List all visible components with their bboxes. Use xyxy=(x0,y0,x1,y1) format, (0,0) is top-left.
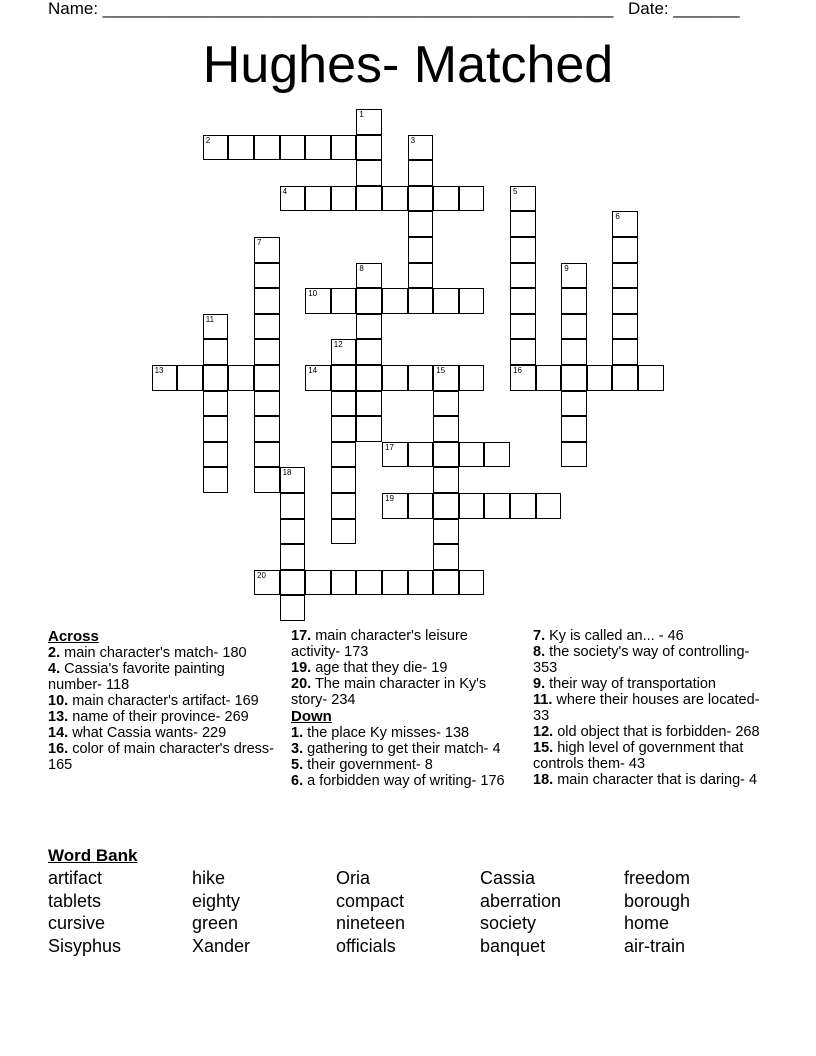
clue-down-9: 9. their way of transportation xyxy=(533,676,716,692)
clue-number: 4 xyxy=(282,186,288,196)
clue-number: 13 xyxy=(154,366,164,375)
grid-cell[interactable] xyxy=(587,365,613,391)
grid-cell[interactable] xyxy=(305,135,331,161)
grid-cell[interactable] xyxy=(612,263,638,289)
word-bank-item: green xyxy=(192,913,239,934)
grid-cell[interactable] xyxy=(254,365,280,391)
grid-cell[interactable] xyxy=(280,467,306,493)
grid-cell[interactable] xyxy=(356,365,382,391)
clue-number: 16 xyxy=(513,366,522,375)
clue-down-6: 6. a forbidden way of writing- 176 xyxy=(291,773,505,789)
grid-cell[interactable] xyxy=(203,365,229,391)
grid-cell[interactable] xyxy=(484,493,510,519)
grid-cell[interactable] xyxy=(331,186,357,212)
grid-cell[interactable] xyxy=(254,314,280,340)
grid-cell[interactable] xyxy=(356,416,382,442)
grid-cell[interactable] xyxy=(382,365,408,391)
grid-cell[interactable] xyxy=(254,135,280,161)
grid-cell[interactable] xyxy=(254,391,280,417)
grid-cell[interactable] xyxy=(408,442,434,468)
grid-cell[interactable] xyxy=(280,570,306,596)
grid-cell[interactable] xyxy=(561,314,587,340)
grid-cell[interactable] xyxy=(203,391,229,417)
grid-cell[interactable] xyxy=(356,391,382,417)
grid-cell[interactable] xyxy=(382,570,408,596)
word-bank-item: aberration xyxy=(480,890,562,911)
grid-cell[interactable] xyxy=(254,288,280,314)
grid-cell[interactable] xyxy=(280,595,306,621)
grid-cell[interactable] xyxy=(356,314,382,340)
clue-number: 15 xyxy=(436,366,446,375)
clue-number: 7 xyxy=(257,238,262,247)
clue-across-14: 14. what Cassia wants- 229 xyxy=(48,725,227,741)
clue-number: 14 xyxy=(308,366,318,375)
grid-cell[interactable] xyxy=(254,442,280,468)
word-bank-item: freedom xyxy=(624,868,691,888)
word-bank-item: banquet xyxy=(480,935,546,956)
grid-cell[interactable] xyxy=(228,135,254,161)
word-bank-item: hike xyxy=(192,868,226,888)
grid-cell[interactable] xyxy=(561,416,587,442)
grid-cell[interactable] xyxy=(331,416,357,442)
grid-cell[interactable] xyxy=(638,365,664,391)
grid-cell[interactable] xyxy=(254,339,280,365)
clue-across-10: 10. main character's artifact- 169 xyxy=(48,693,259,709)
page-title: Hughes- Matched xyxy=(202,36,614,94)
grid-cell[interactable] xyxy=(356,570,382,596)
grid-cell[interactable] xyxy=(459,186,485,212)
grid-cell[interactable] xyxy=(305,186,331,212)
clue-column-2 xyxy=(291,628,519,789)
grid-cell[interactable] xyxy=(203,416,229,442)
word-bank-item: cursive xyxy=(48,913,106,934)
grid-cell[interactable] xyxy=(356,109,382,135)
grid-cell[interactable] xyxy=(331,339,357,365)
clue-column-1 xyxy=(48,628,274,773)
clue-down-11: 11. where their houses are located- 33 xyxy=(533,692,760,724)
grid-cell[interactable] xyxy=(612,211,638,237)
grid-cell[interactable] xyxy=(561,288,587,314)
clue-number: 2 xyxy=(205,135,211,145)
word-bank-item: Sisyphus xyxy=(48,935,122,956)
grid-cell[interactable] xyxy=(408,237,434,263)
grid-cell[interactable] xyxy=(382,288,408,314)
grid-cell[interactable] xyxy=(305,365,331,391)
word-bank-item: society xyxy=(480,913,537,934)
grid-cell[interactable] xyxy=(484,442,510,468)
grid-cell[interactable] xyxy=(612,288,638,314)
clue-down-3: 3. gathering to get their match- 4 xyxy=(291,741,501,757)
clue-number: 1 xyxy=(359,110,364,119)
grid-cell[interactable] xyxy=(331,135,357,161)
grid-cell[interactable] xyxy=(510,263,536,289)
grid-cell[interactable] xyxy=(612,314,638,340)
grid-cell[interactable] xyxy=(561,365,587,391)
clue-number: 20 xyxy=(257,570,266,580)
clue-down-15: 15. high level of government that controls them- 43 xyxy=(533,740,744,772)
down-heading: Down xyxy=(291,708,332,725)
grid-cell[interactable] xyxy=(331,365,357,391)
clue-across-20: 20. The main character in Ky's story- 234 xyxy=(291,676,487,708)
clue-number: 10 xyxy=(308,289,318,299)
grid-cell[interactable] xyxy=(331,570,357,596)
clue-down-5: 5. their government- 8 xyxy=(291,757,433,773)
grid-cell[interactable] xyxy=(408,263,434,289)
clue-number: 17 xyxy=(385,442,394,452)
grid-cell[interactable] xyxy=(280,186,306,212)
grid-cell[interactable] xyxy=(433,519,459,545)
grid-cell[interactable] xyxy=(254,263,280,289)
clue-down-18: 18. main character that is daring- 4 xyxy=(533,772,758,788)
grid-cell[interactable] xyxy=(305,288,331,314)
grid-cell[interactable] xyxy=(510,237,536,263)
clue-number: 5 xyxy=(513,186,518,196)
grid-cell[interactable] xyxy=(331,288,357,314)
grid-cell[interactable] xyxy=(305,570,331,596)
grid-cell[interactable] xyxy=(331,467,357,493)
grid-cell[interactable] xyxy=(510,288,536,314)
grid-cell[interactable] xyxy=(561,442,587,468)
word-bank-item: officials xyxy=(336,935,396,956)
grid-cell[interactable] xyxy=(356,263,382,289)
word-bank-item: Oria xyxy=(336,868,371,888)
grid-cell[interactable] xyxy=(408,211,434,237)
clue-across-2: 2. main character's match- 180 xyxy=(48,645,247,661)
clue-number: 19 xyxy=(385,494,394,503)
grid-cell[interactable] xyxy=(228,365,254,391)
grid-cell[interactable] xyxy=(382,442,408,468)
grid-cell[interactable] xyxy=(536,493,562,519)
word-bank-item: tablets xyxy=(48,890,102,911)
clue-across-17: 17. main character's leisure activity- 173 xyxy=(291,628,468,660)
grid-cell[interactable] xyxy=(331,493,357,519)
grid-cell[interactable] xyxy=(254,467,280,493)
grid-cell[interactable] xyxy=(408,160,434,186)
word-bank xyxy=(48,867,768,959)
grid-cell[interactable] xyxy=(280,493,306,519)
grid-cell[interactable] xyxy=(433,288,459,314)
grid-cell[interactable] xyxy=(433,570,459,596)
grid-cell[interactable] xyxy=(561,339,587,365)
grid-cell[interactable] xyxy=(433,186,459,212)
grid-cell[interactable] xyxy=(510,211,536,237)
grid-cell[interactable] xyxy=(356,339,382,365)
grid-cell[interactable] xyxy=(433,442,459,468)
clue-number: 9 xyxy=(564,263,569,273)
grid-cell[interactable] xyxy=(382,493,408,519)
grid-cell[interactable] xyxy=(459,493,485,519)
grid-cell[interactable] xyxy=(356,186,382,212)
clue-number: 12 xyxy=(333,340,343,350)
grid-cell[interactable] xyxy=(612,365,638,391)
grid-cell[interactable] xyxy=(152,365,178,391)
grid-cell[interactable] xyxy=(331,519,357,545)
grid-cell[interactable] xyxy=(612,339,638,365)
grid-cell[interactable] xyxy=(459,288,485,314)
grid-cell[interactable] xyxy=(433,493,459,519)
word-bank-item: eighty xyxy=(192,890,241,911)
date-field[interactable]: Date: _______ xyxy=(628,0,740,18)
grid-cell[interactable] xyxy=(356,288,382,314)
word-bank-item: Cassia xyxy=(480,868,536,888)
grid-cell[interactable] xyxy=(356,160,382,186)
word-bank-item: air-train xyxy=(624,935,686,956)
grid-cell[interactable] xyxy=(433,544,459,570)
grid-cell[interactable] xyxy=(459,365,485,391)
grid-cell[interactable] xyxy=(356,135,382,161)
grid-cell[interactable] xyxy=(536,365,562,391)
clue-number: 18 xyxy=(282,468,292,478)
clue-across-13: 13. name of their province- 269 xyxy=(48,709,249,725)
grid-cell[interactable] xyxy=(433,416,459,442)
grid-cell[interactable] xyxy=(433,391,459,417)
word-bank-heading: Word Bank xyxy=(48,846,138,865)
grid-cell[interactable] xyxy=(433,365,459,391)
grid-cell[interactable] xyxy=(254,237,280,263)
grid-cell[interactable] xyxy=(254,570,280,596)
clue-number: 11 xyxy=(205,314,215,324)
grid-cell[interactable] xyxy=(280,544,306,570)
clue-column-3 xyxy=(533,628,763,788)
grid-cell[interactable] xyxy=(203,442,229,468)
grid-cell[interactable] xyxy=(280,519,306,545)
name-field[interactable]: Name: ______________________________________________________ xyxy=(48,0,614,18)
grid-cell[interactable] xyxy=(510,365,536,391)
grid-cell[interactable] xyxy=(408,365,434,391)
clue-number: 6 xyxy=(615,212,620,222)
grid-cell[interactable] xyxy=(459,570,485,596)
grid-cell[interactable] xyxy=(203,314,229,340)
grid-cell[interactable] xyxy=(331,391,357,417)
grid-cell[interactable] xyxy=(433,467,459,493)
grid-cell[interactable] xyxy=(254,416,280,442)
grid-cell[interactable] xyxy=(612,237,638,263)
clue-down-12: 12. old object that is forbidden- 268 xyxy=(533,724,760,740)
grid-cell[interactable] xyxy=(561,391,587,417)
word-bank-item: borough xyxy=(624,890,691,911)
clue-across-16: 16. color of main character's dress- 165 xyxy=(48,741,275,773)
grid-cell[interactable] xyxy=(408,135,434,161)
clue-down-8: 8. the society's way of controlling- 353 xyxy=(533,644,750,676)
clue-across-19: 19. age that they die- 19 xyxy=(291,660,448,676)
word-bank-item: artifact xyxy=(48,868,103,888)
grid-cell[interactable] xyxy=(203,339,229,365)
clue-down-1: 1. the place Ky misses- 138 xyxy=(291,725,470,741)
grid-cell[interactable] xyxy=(331,442,357,468)
grid-cell[interactable] xyxy=(177,365,203,391)
clue-number: 3 xyxy=(410,135,416,145)
grid-cell[interactable] xyxy=(382,186,408,212)
grid-cell[interactable] xyxy=(510,314,536,340)
grid-cell[interactable] xyxy=(408,288,434,314)
grid-cell[interactable] xyxy=(408,493,434,519)
word-bank-item: nineteen xyxy=(336,913,406,934)
clue-across-4: 4. Cassia's favorite painting number- 118 xyxy=(48,661,225,693)
across-heading: Across xyxy=(48,628,99,645)
grid-cell[interactable] xyxy=(510,493,536,519)
word-bank-item: Xander xyxy=(192,935,251,956)
grid-cell[interactable] xyxy=(280,135,306,161)
grid-cell[interactable] xyxy=(561,263,587,289)
grid-cell[interactable] xyxy=(408,570,434,596)
grid-cell[interactable] xyxy=(510,186,536,212)
word-bank-item: home xyxy=(624,913,670,934)
grid-cell[interactable] xyxy=(203,467,229,493)
grid-cell[interactable] xyxy=(408,186,434,212)
word-bank-item: compact xyxy=(336,890,405,911)
clue-number: 8 xyxy=(359,263,364,273)
clue-down-7: 7. Ky is called an... - 46 xyxy=(533,628,684,644)
grid-cell[interactable] xyxy=(459,442,485,468)
grid-cell[interactable] xyxy=(510,339,536,365)
grid-cell[interactable] xyxy=(203,135,229,161)
